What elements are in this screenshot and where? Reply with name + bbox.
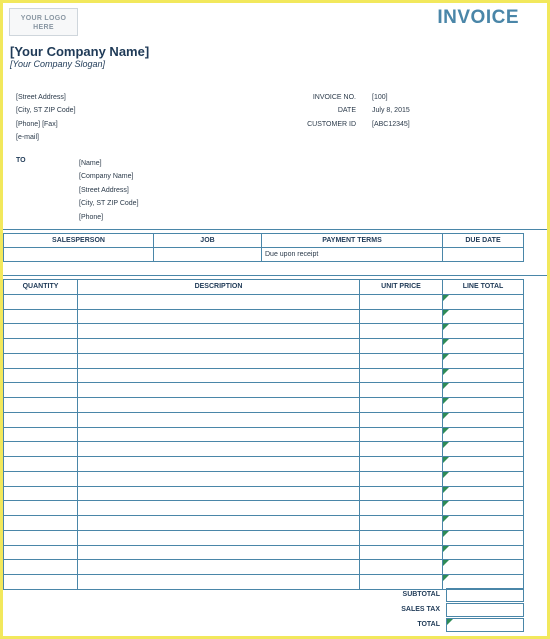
cell-unit-price[interactable] [360,398,443,413]
total-value[interactable] [446,618,524,632]
items-table-header [4,280,524,295]
job-table [3,233,524,262]
to-phone[interactable]: [Phone] [79,213,104,221]
cell-unit-price[interactable] [360,442,443,457]
cell-description[interactable] [78,368,360,383]
address-street: [Street Address] [16,94,66,101]
invoice-title: INVOICE [437,7,519,28]
invoice-meta [293,91,410,131]
cell-description[interactable] [78,294,360,309]
cell-description[interactable] [78,575,360,590]
cell-description[interactable] [78,324,360,339]
totals-block [358,587,524,632]
cell-line-total[interactable] [443,398,524,413]
cell-line-total[interactable] [443,501,524,516]
logo-line-1: YOUR LOGO [20,15,67,22]
cell-unit-price[interactable] [360,471,443,486]
cell-due-date[interactable] [443,248,524,262]
table-row [4,442,524,457]
table-row [4,398,524,413]
cell-quantity[interactable] [4,294,78,309]
cell-description[interactable] [78,412,360,427]
table-row [4,471,524,486]
cell-line-total[interactable] [443,516,524,531]
cell-line-total[interactable] [443,486,524,501]
table-row [4,486,524,501]
cell-line-total[interactable] [443,353,524,368]
logo-line-2: HERE [33,24,54,31]
to-name[interactable]: [Name] [79,160,102,167]
col-quantity: QUANTITY [4,280,78,295]
sales-tax-label: SALES TAX [401,606,440,613]
table-row [4,457,524,472]
cell-quantity[interactable] [4,575,78,590]
cell-unit-price[interactable] [360,516,443,531]
to-company[interactable]: [Company Name] [79,173,134,181]
cell-description[interactable] [78,457,360,472]
total-row [358,617,524,632]
meta-row-date [293,104,410,117]
job-table-header [4,234,524,248]
cell-line-total[interactable] [443,324,524,339]
bill-to-block [79,157,139,224]
to-street[interactable]: [Street Address] [79,186,129,194]
cell-line-total[interactable] [443,368,524,383]
cell-payment-terms[interactable]: Due upon receipt [262,248,443,262]
cell-unit-price[interactable] [360,368,443,383]
cell-unit-price[interactable] [360,324,443,339]
table-row [4,530,524,545]
items-table [3,279,524,590]
cell-description[interactable] [78,530,360,545]
cell-line-total[interactable] [443,294,524,309]
meta-value[interactable]: July 8, 2015 [372,107,410,115]
table-row [4,294,524,309]
cell-description[interactable] [78,427,360,442]
cell-unit-price[interactable] [360,457,443,472]
cell-quantity[interactable] [4,339,78,354]
cell-quantity[interactable] [4,471,78,486]
meta-label: CUSTOMER ID [307,120,356,128]
cell-quantity[interactable] [4,530,78,545]
cell-quantity[interactable] [4,457,78,472]
to-city[interactable]: [City, ST ZIP Code] [79,200,139,208]
cell-description[interactable] [78,471,360,486]
cell-description[interactable] [78,560,360,575]
sales-tax-value[interactable] [446,603,524,617]
meta-row-customer-id [293,118,410,131]
address-email: [e-mail] [16,133,39,141]
cell-unit-price[interactable] [360,427,443,442]
table-row [4,516,524,531]
separator-line [3,275,547,276]
col-job: JOB [154,234,262,248]
logo-placeholder [9,8,78,36]
sales-tax-row [358,602,524,617]
cell-description[interactable] [78,442,360,457]
cell-line-total[interactable] [443,383,524,398]
cell-unit-price[interactable] [360,294,443,309]
cell-line-total[interactable] [443,427,524,442]
meta-value[interactable]: [ABC12345] [372,120,410,128]
cell-quantity[interactable] [4,353,78,368]
cell-job[interactable] [154,248,262,262]
table-row [4,324,524,339]
table-row [4,368,524,383]
meta-row-invoice-no [293,91,410,104]
cell-quantity[interactable] [4,545,78,560]
subtotal-label: SUBTOTAL [402,591,440,598]
cell-quantity[interactable] [4,398,78,413]
cell-unit-price[interactable] [360,412,443,427]
col-salesperson: SALESPERSON [4,234,154,248]
cell-quantity[interactable] [4,324,78,339]
total-label: TOTAL [417,621,440,628]
cell-quantity[interactable] [4,427,78,442]
cell-unit-price[interactable] [360,486,443,501]
job-table-row [4,248,524,262]
cell-quantity[interactable] [4,383,78,398]
meta-value[interactable]: [100] [372,94,388,101]
cell-unit-price[interactable] [360,339,443,354]
cell-quantity[interactable] [4,516,78,531]
cell-line-total[interactable] [443,457,524,472]
cell-line-total[interactable] [443,560,524,575]
cell-unit-price[interactable] [360,560,443,575]
cell-description[interactable] [78,516,360,531]
cell-description[interactable] [78,486,360,501]
table-row [4,427,524,442]
cell-line-total[interactable] [443,471,524,486]
cell-quantity[interactable] [4,309,78,324]
meta-label: INVOICE NO. [312,94,356,101]
cell-line-total[interactable] [443,339,524,354]
table-row [4,560,524,575]
col-unit-price: UNIT PRICE [360,280,443,295]
cell-quantity[interactable] [4,368,78,383]
address-phone: [Phone] [Fax] [16,120,58,128]
cell-description[interactable] [78,398,360,413]
cell-description[interactable] [78,309,360,324]
company-name: [Your Company Name] [10,44,150,59]
cell-line-total[interactable] [443,309,524,324]
cell-unit-price[interactable] [360,501,443,516]
cell-description[interactable] [78,545,360,560]
subtotal-value[interactable] [446,588,524,602]
table-row [4,412,524,427]
table-row [4,383,524,398]
cell-line-total[interactable] [443,412,524,427]
cell-unit-price[interactable] [360,353,443,368]
subtotal-row [358,587,524,602]
cell-description[interactable] [78,383,360,398]
table-row [4,545,524,560]
cell-description[interactable] [78,501,360,516]
company-slogan: [Your Company Slogan] [10,59,106,69]
table-row [4,353,524,368]
cell-unit-price[interactable] [360,530,443,545]
col-description: DESCRIPTION [78,280,360,295]
cell-unit-price[interactable] [360,545,443,560]
table-row [4,309,524,324]
cell-quantity[interactable] [4,486,78,501]
cell-quantity[interactable] [4,560,78,575]
cell-line-total[interactable] [443,545,524,560]
cell-line-total[interactable] [443,442,524,457]
cell-quantity[interactable] [4,442,78,457]
address-city: [City, ST ZIP Code] [16,107,76,115]
table-row [4,501,524,516]
meta-label: DATE [337,107,356,115]
cell-quantity[interactable] [4,501,78,516]
col-payment-terms: PAYMENT TERMS [262,234,443,248]
cell-description[interactable] [78,339,360,354]
cell-salesperson[interactable] [4,248,154,262]
invoice-page [3,3,547,636]
cell-description[interactable] [78,353,360,368]
cell-line-total[interactable] [443,530,524,545]
company-address [16,91,76,144]
cell-unit-price[interactable] [360,383,443,398]
to-label: TO [16,157,26,164]
col-due-date: DUE DATE [443,234,524,248]
cell-unit-price[interactable] [360,309,443,324]
separator-line [3,229,547,230]
cell-quantity[interactable] [4,412,78,427]
table-row [4,339,524,354]
col-line-total: LINE TOTAL [443,280,524,295]
